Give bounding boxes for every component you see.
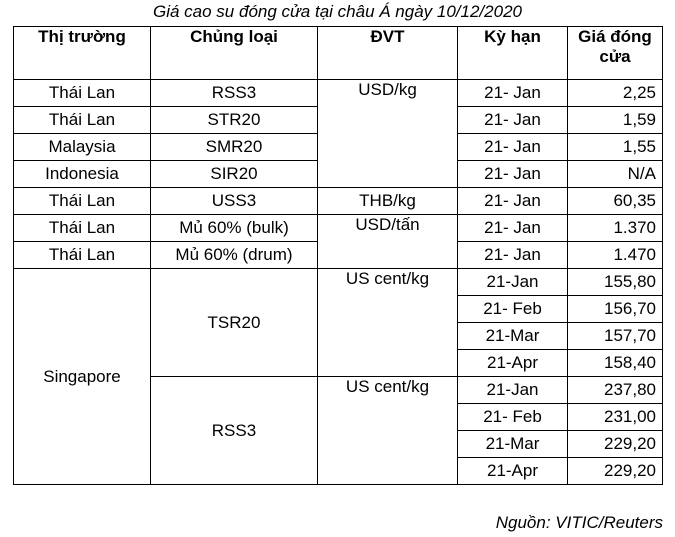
cell-price: 229,20 bbox=[568, 458, 663, 485]
cell-market: Singapore bbox=[14, 269, 151, 485]
cell-price: 156,70 bbox=[568, 296, 663, 323]
cell-type: Mủ 60% (bulk) bbox=[151, 215, 318, 242]
cell-term: 21-Mar bbox=[458, 323, 568, 350]
cell-unit: THB/kg bbox=[318, 188, 458, 215]
cell-term: 21- Jan bbox=[458, 215, 568, 242]
cell-unit: USD/tấn bbox=[318, 215, 458, 269]
cell-unit: USD/kg bbox=[318, 80, 458, 188]
header-term: Kỳ hạn bbox=[458, 27, 568, 80]
cell-type: USS3 bbox=[151, 188, 318, 215]
table-row bbox=[14, 215, 663, 242]
cell-unit: US cent/kg bbox=[318, 269, 458, 377]
cell-price: 1,55 bbox=[568, 134, 663, 161]
cell-term: 21- Jan bbox=[458, 134, 568, 161]
cell-price: 157,70 bbox=[568, 323, 663, 350]
cell-term: 21- Jan bbox=[458, 188, 568, 215]
cell-type: SMR20 bbox=[151, 134, 318, 161]
table-row bbox=[14, 188, 663, 215]
cell-market: Malaysia bbox=[14, 134, 151, 161]
cell-price: 237,80 bbox=[568, 377, 663, 404]
cell-price: 1.370 bbox=[568, 215, 663, 242]
cell-type: RSS3 bbox=[151, 377, 318, 485]
cell-type: TSR20 bbox=[151, 269, 318, 377]
cell-type: Mủ 60% (drum) bbox=[151, 242, 318, 269]
header-unit: ĐVT bbox=[318, 27, 458, 80]
rubber-price-table bbox=[13, 26, 663, 485]
cell-term: 21- Jan bbox=[458, 161, 568, 188]
cell-market: Thái Lan bbox=[14, 188, 151, 215]
header-type: Chủng loại bbox=[151, 27, 318, 80]
cell-term: 21- Jan bbox=[458, 80, 568, 107]
cell-price: 1.470 bbox=[568, 242, 663, 269]
cell-term: 21-Jan bbox=[458, 269, 568, 296]
cell-term: 21- Jan bbox=[458, 107, 568, 134]
cell-term: 21- Feb bbox=[458, 404, 568, 431]
cell-term: 21- Jan bbox=[458, 242, 568, 269]
cell-term: 21-Mar bbox=[458, 431, 568, 458]
cell-price: 60,35 bbox=[568, 188, 663, 215]
cell-term: 21-Jan bbox=[458, 377, 568, 404]
cell-unit: US cent/kg bbox=[318, 377, 458, 485]
cell-type: STR20 bbox=[151, 107, 318, 134]
cell-type: SIR20 bbox=[151, 161, 318, 188]
cell-price: 229,20 bbox=[568, 431, 663, 458]
cell-term: 21-Apr bbox=[458, 350, 568, 377]
cell-price: 1,59 bbox=[568, 107, 663, 134]
cell-market: Thái Lan bbox=[14, 107, 151, 134]
cell-price: 158,40 bbox=[568, 350, 663, 377]
cell-type: RSS3 bbox=[151, 80, 318, 107]
cell-term: 21- Feb bbox=[458, 296, 568, 323]
cell-term: 21-Apr bbox=[458, 458, 568, 485]
cell-price: N/A bbox=[568, 161, 663, 188]
header-row bbox=[14, 27, 663, 80]
header-market: Thị trường bbox=[14, 27, 151, 80]
source-note: Nguồn: VITIC/Reuters bbox=[495, 513, 663, 532]
header-price: Giá đóng cửa bbox=[568, 27, 663, 80]
cell-price: 155,80 bbox=[568, 269, 663, 296]
table-caption: Giá cao su đóng cửa tại châu Á ngày 10/12/2020 bbox=[153, 2, 522, 21]
cell-market: Thái Lan bbox=[14, 242, 151, 269]
table-row bbox=[14, 80, 663, 107]
cell-market: Thái Lan bbox=[14, 215, 151, 242]
cell-market: Thái Lan bbox=[14, 80, 151, 107]
table-row bbox=[14, 269, 663, 296]
cell-price: 2,25 bbox=[568, 80, 663, 107]
cell-price: 231,00 bbox=[568, 404, 663, 431]
cell-market: Indonesia bbox=[14, 161, 151, 188]
